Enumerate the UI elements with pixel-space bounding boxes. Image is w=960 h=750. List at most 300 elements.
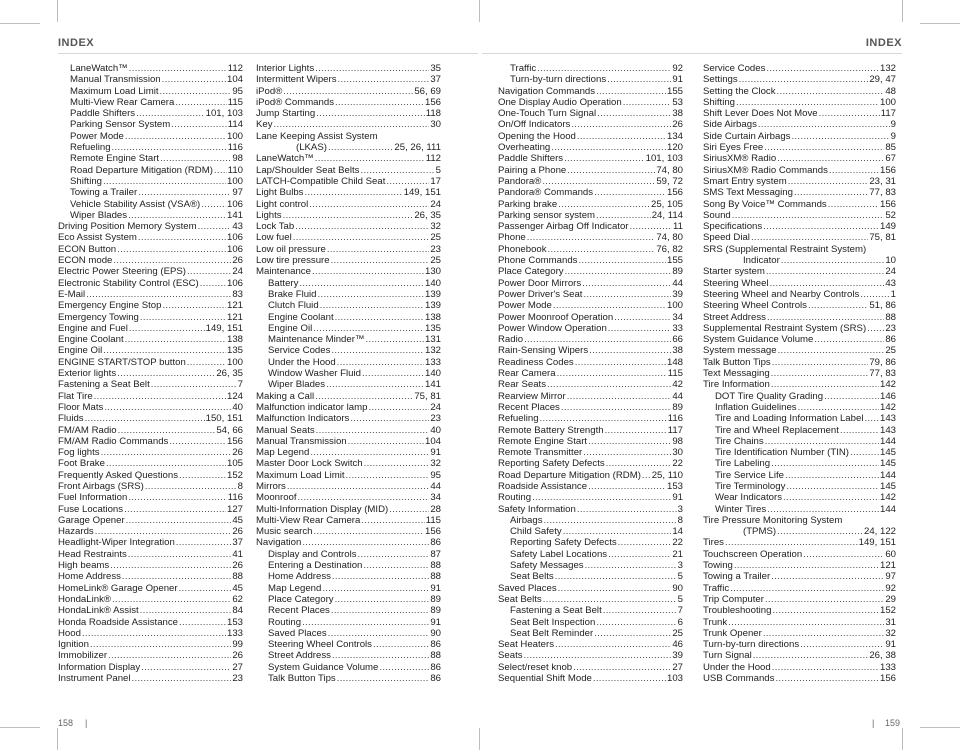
dot-leader xyxy=(553,300,666,311)
index-entry-pages: 77, 83 xyxy=(869,368,896,380)
dot-leader xyxy=(312,266,424,277)
index-entry-pages: 145 xyxy=(879,447,896,459)
dot-leader xyxy=(583,289,671,300)
index-entry-pages: 100 xyxy=(879,96,896,108)
index-entry xyxy=(256,232,441,243)
index-entry-term: Malfunction Indicators xyxy=(256,413,350,425)
index-entry-pages: 149 xyxy=(879,221,896,233)
index-entry xyxy=(498,617,683,628)
dot-leader xyxy=(582,278,671,289)
index-entry xyxy=(703,617,896,628)
index-entry-term: Phonebook xyxy=(498,243,547,255)
index-entry-pages: 98 xyxy=(672,435,683,447)
index-entry-term: Wiper Blades xyxy=(70,209,128,221)
dot-leader xyxy=(736,97,879,108)
dot-leader xyxy=(575,357,666,368)
index-entry-pages: 32 xyxy=(430,221,441,233)
index-entry-term: Music search xyxy=(256,526,313,538)
crop-mark xyxy=(479,728,480,750)
index-entry-pages: 22 xyxy=(672,458,683,470)
dot-leader xyxy=(214,165,227,176)
page-number-divider-right: | xyxy=(872,718,875,728)
dot-leader xyxy=(310,447,429,458)
index-entry-pages: 43 xyxy=(232,221,243,233)
index-entry-pages: 86 xyxy=(430,673,441,685)
index-entry-pages: 142 xyxy=(879,401,896,413)
index-entry xyxy=(256,334,441,345)
index-entry-term: Engine Oil xyxy=(268,322,313,334)
dot-leader xyxy=(819,108,880,119)
index-entry-term: Steering Wheel and Nearby Controls xyxy=(703,288,860,300)
dot-leader xyxy=(335,312,424,323)
dot-leader xyxy=(558,583,672,594)
index-entry-term: Instrument Panel xyxy=(58,673,131,685)
dot-leader xyxy=(763,221,879,232)
index-entry-term: Setting the Clock xyxy=(703,85,776,97)
index-entry-term: Steering Wheel Controls xyxy=(703,300,807,312)
dot-leader xyxy=(338,74,430,85)
dot-leader xyxy=(614,312,671,323)
index-entry-pages: 86 xyxy=(885,334,896,346)
index-entry-term: LaneWatch™ xyxy=(256,153,314,165)
index-entry-term: LATCH-Compatible Child Seat xyxy=(256,175,386,187)
index-entry xyxy=(498,537,683,548)
index-entry-term: Power Door Mirrors xyxy=(498,277,582,289)
index-entry-pages: 127 xyxy=(226,503,243,515)
index-entry-pages: 10 xyxy=(885,255,896,267)
index-entry xyxy=(58,413,243,424)
index-entry-pages: 99 xyxy=(232,639,243,651)
index-entry-pages: 135 xyxy=(226,345,243,357)
index-entry xyxy=(256,526,441,537)
index-entry-pages: 22 xyxy=(672,537,683,549)
index-entry-pages: 41 xyxy=(232,548,243,560)
index-entry xyxy=(703,379,896,390)
index-entry xyxy=(58,549,243,560)
index-entry xyxy=(256,323,441,334)
index-entry-term: Routing xyxy=(498,492,532,504)
index-entry-pages: 9 xyxy=(890,119,896,131)
index-entry-pages: 1 xyxy=(890,288,896,300)
index-entry xyxy=(498,425,683,436)
dot-leader xyxy=(778,345,885,356)
dot-leader xyxy=(777,153,884,164)
index-entry xyxy=(498,481,683,492)
index-entry-pages: 106 xyxy=(226,277,243,289)
dot-leader xyxy=(187,266,231,277)
index-entry-pages: 37 xyxy=(232,537,243,549)
dot-leader xyxy=(567,165,655,176)
index-entry xyxy=(498,549,683,560)
index-entry-term: Power Driver's Seat xyxy=(498,288,583,300)
dot-leader xyxy=(543,594,677,605)
index-column-2 xyxy=(256,63,441,684)
index-entry-term: Specifications xyxy=(703,221,763,233)
index-entry-term: Parking sensor system xyxy=(498,209,596,221)
index-entry-term: Child Safety xyxy=(510,526,562,538)
index-entry-term: Pandora® Commands xyxy=(498,187,594,199)
dot-leader xyxy=(785,470,879,481)
dot-leader xyxy=(794,187,868,198)
index-entry xyxy=(498,323,683,334)
index-entry-pages: 143 xyxy=(879,424,896,436)
dot-leader xyxy=(129,63,227,74)
crop-mark xyxy=(902,0,903,22)
index-entry-term: Low fuel xyxy=(256,232,292,244)
index-column-3 xyxy=(498,63,683,684)
index-entry xyxy=(58,210,243,221)
index-entry xyxy=(58,357,243,368)
index-entry xyxy=(703,425,896,436)
index-entry xyxy=(256,63,441,74)
index-entry xyxy=(256,560,441,571)
index-entry xyxy=(256,357,441,368)
index-entry-term: Intermittent Wipers xyxy=(256,74,337,86)
index-entry xyxy=(256,289,441,300)
page-header-right: INDEX xyxy=(865,37,902,49)
index-entry xyxy=(498,300,683,311)
index-entry-pages: 139 xyxy=(424,288,441,300)
index-entry xyxy=(58,436,243,447)
index-entry-term: Smart Entry system xyxy=(703,175,787,187)
index-entry xyxy=(58,165,243,176)
index-entry xyxy=(256,86,441,97)
dot-leader xyxy=(160,153,231,164)
index-entry xyxy=(58,526,243,537)
index-entry-pages: 66 xyxy=(672,334,683,346)
index-entry-pages: 138 xyxy=(226,334,243,346)
dot-leader xyxy=(274,119,430,130)
index-entry-pages: 59, 72 xyxy=(656,175,683,187)
index-entry-pages: 74, 80 xyxy=(656,232,683,244)
dot-leader xyxy=(315,63,429,74)
index-entry xyxy=(703,97,896,108)
dot-leader xyxy=(753,650,869,661)
index-entry xyxy=(498,210,683,221)
index-entry xyxy=(58,289,243,300)
index-entry-term: Navigation Commands xyxy=(498,85,596,97)
index-entry-term: Information Display xyxy=(58,661,141,673)
index-entry-term: Fog lights xyxy=(58,447,100,459)
index-entry xyxy=(256,119,441,130)
dot-leader xyxy=(544,515,677,526)
index-entry-pages: 24 xyxy=(430,401,441,413)
index-entry-term: SMS Text Messaging xyxy=(703,187,793,199)
index-entry-term: Tire Labeling xyxy=(715,458,771,470)
index-entry xyxy=(58,594,243,605)
dot-leader xyxy=(758,119,890,130)
index-entry-term: HondaLink® Assist xyxy=(58,605,139,617)
index-entry-pages: 145 xyxy=(879,480,896,492)
index-entry-term: Immobilizer xyxy=(58,650,108,662)
index-entry-term: Safety Information xyxy=(498,503,576,515)
index-entry xyxy=(703,413,896,424)
index-entry xyxy=(498,560,683,571)
index-entry-pages: 104 xyxy=(226,74,243,86)
index-entry-pages: 23 xyxy=(430,243,441,255)
index-entry-pages: 132 xyxy=(879,63,896,74)
index-entry-term: Power Moonroof Operation xyxy=(498,311,614,323)
index-entry-term: (TPMS) xyxy=(743,526,777,538)
index-entry-term: Front Airbags (SRS) xyxy=(58,480,144,492)
index-entry-term: Battery xyxy=(268,277,299,289)
index-entry-term: FM/AM Radio xyxy=(58,424,117,436)
index-entry-term: Towing a Trailer xyxy=(70,187,138,199)
dot-leader xyxy=(642,470,651,481)
index-entry xyxy=(703,357,896,368)
index-entry-pages: 153 xyxy=(226,616,243,628)
index-entry-pages: 26 xyxy=(672,119,683,131)
index-entry-pages: 131 xyxy=(424,334,441,346)
index-entry-term: Touchscreen Operation xyxy=(703,548,803,560)
index-entry xyxy=(498,639,683,650)
index-entry-pages: 89 xyxy=(672,401,683,413)
index-entry-term: Engine Coolant xyxy=(58,334,124,346)
index-entry-pages: 145 xyxy=(879,458,896,470)
dot-leader xyxy=(145,481,237,492)
index-entry-term: Turn Signal xyxy=(703,650,752,662)
index-entry-term: Power Mode xyxy=(498,300,552,312)
index-entry xyxy=(58,142,243,153)
index-entry-pages: 38 xyxy=(672,345,683,357)
index-entry xyxy=(498,108,683,119)
index-entry-pages: 106 xyxy=(226,243,243,255)
index-entry xyxy=(256,278,441,289)
dot-leader xyxy=(828,199,879,210)
index-entry-term: Street Address xyxy=(268,650,331,662)
index-entry-pages: 26 xyxy=(232,255,243,267)
index-entry-term: Honda Roadside Assistance xyxy=(58,616,178,628)
index-entry xyxy=(58,312,243,323)
index-entry-term: Winter Tires xyxy=(715,503,767,515)
index-entry-term: Tire Identification Number (TIN) xyxy=(715,447,849,459)
dot-leader xyxy=(328,628,430,639)
index-entry-pages: 35 xyxy=(430,63,441,74)
index-entry xyxy=(256,458,441,469)
dot-leader xyxy=(106,458,226,469)
index-entry-term: Road Departure Mitigation (RDM) xyxy=(70,164,213,176)
index-entry-term: Tire Chains xyxy=(715,435,764,447)
dot-leader xyxy=(368,402,429,413)
index-entry xyxy=(498,97,683,108)
index-entry-term: Eco Assist System xyxy=(58,232,137,244)
index-entry-pages: 74, 80 xyxy=(656,164,683,176)
index-entry-term: Maximum Load Limit xyxy=(256,469,345,481)
dot-leader xyxy=(798,402,879,413)
index-entry-term: Towing xyxy=(703,560,733,572)
dot-leader xyxy=(302,617,429,628)
index-entry-pages: 25 xyxy=(430,232,441,244)
index-entry xyxy=(58,323,243,334)
dot-leader xyxy=(389,504,429,515)
index-entry-pages: 84 xyxy=(232,605,243,617)
index-entry-pages: 132 xyxy=(424,345,441,357)
index-entry-pages: 26, 35 xyxy=(414,209,441,221)
index-entry-pages: 97 xyxy=(232,187,243,199)
index-entry xyxy=(58,232,243,243)
index-entry xyxy=(703,515,896,526)
dot-leader xyxy=(728,617,884,628)
dot-leader xyxy=(734,560,879,571)
index-entry-pages: 100 xyxy=(226,130,243,142)
index-entry-term: Seats xyxy=(498,650,523,662)
index-entry xyxy=(703,278,896,289)
index-entry-pages: 87 xyxy=(430,548,441,560)
dot-leader xyxy=(537,63,671,74)
index-entry xyxy=(58,402,243,413)
index-entry-pages: 44 xyxy=(672,277,683,289)
index-entry-term: ECON mode xyxy=(58,255,113,267)
index-entry-term: Trunk Opener xyxy=(703,627,762,639)
index-entry-term: FM/AM Radio Commands xyxy=(58,435,169,447)
crop-mark xyxy=(902,728,903,750)
index-entry-term: Shifting xyxy=(703,96,735,108)
index-entry xyxy=(498,244,683,255)
index-entry-pages: 104 xyxy=(424,435,441,447)
index-entry-pages: 34 xyxy=(672,311,683,323)
index-entry xyxy=(58,97,243,108)
index-entry-pages: 29, 47 xyxy=(869,74,896,86)
index-entry xyxy=(58,244,243,255)
index-entry xyxy=(256,639,441,650)
dot-leader xyxy=(629,221,672,232)
dot-leader xyxy=(548,244,656,255)
index-entry-pages: 60 xyxy=(885,548,896,560)
dot-leader xyxy=(315,153,425,164)
index-entry xyxy=(256,515,441,526)
dot-leader xyxy=(101,447,232,458)
index-entry-term: Power Mode xyxy=(70,130,124,142)
index-entry xyxy=(256,391,441,402)
index-entry xyxy=(256,244,441,255)
dot-leader xyxy=(763,628,884,639)
index-entry-term: Home Address xyxy=(268,571,331,583)
dot-leader xyxy=(577,131,666,142)
index-entry xyxy=(703,594,896,605)
dot-leader xyxy=(304,187,402,198)
dot-leader xyxy=(791,131,889,142)
index-entry-pages: 89 xyxy=(430,605,441,617)
index-entry xyxy=(58,278,243,289)
index-entry xyxy=(58,266,243,277)
dot-leader xyxy=(607,74,671,85)
dot-leader xyxy=(283,86,413,97)
index-entry xyxy=(58,481,243,492)
dot-leader xyxy=(781,255,885,266)
index-entry xyxy=(498,255,683,266)
index-entry xyxy=(58,108,243,119)
index-entry-term: Seat Belt Reminder xyxy=(510,627,594,639)
index-entry xyxy=(58,119,243,130)
index-entry-pages: 42 xyxy=(672,379,683,391)
dot-leader xyxy=(95,526,232,537)
index-entry-pages: 25, 105 xyxy=(650,198,683,210)
index-entry xyxy=(498,86,683,97)
index-entry-pages: 44 xyxy=(672,390,683,402)
dot-leader xyxy=(363,560,429,571)
index-entry-pages: 37 xyxy=(430,74,441,86)
dot-leader xyxy=(108,650,231,661)
index-entry-term: Master Door Lock Switch xyxy=(256,458,363,470)
index-entry xyxy=(256,537,441,548)
index-entry xyxy=(256,210,441,221)
index-entry-term: Seat Belts xyxy=(510,571,554,583)
index-entry-pages: 43 xyxy=(885,277,896,289)
index-entry-pages: 142 xyxy=(879,492,896,504)
index-entry xyxy=(498,221,683,232)
dot-leader xyxy=(299,278,424,289)
dot-leader xyxy=(603,605,677,616)
index-entry-pages: 45 xyxy=(232,582,243,594)
index-entry-term: Steering Wheel xyxy=(703,277,769,289)
index-entry-term: Select/reset knob xyxy=(498,661,573,673)
index-entry-pages: 31 xyxy=(885,616,896,628)
dot-leader xyxy=(331,255,430,266)
index-entry-term: Settings xyxy=(703,74,738,86)
index-entry xyxy=(256,470,441,481)
dot-leader xyxy=(361,515,424,526)
dot-leader xyxy=(125,334,226,345)
dot-leader xyxy=(82,628,226,639)
dot-leader xyxy=(766,266,884,277)
index-entry xyxy=(58,345,243,356)
index-entry-term: Multi-View Rear Camera xyxy=(256,514,361,526)
index-entry-pages: 153 xyxy=(666,480,683,492)
index-entry xyxy=(498,74,683,85)
index-entry-pages: 116 xyxy=(667,413,683,425)
page-number-right: 159 xyxy=(885,718,901,728)
dot-leader xyxy=(322,583,429,594)
index-entry-pages: 8 xyxy=(677,514,683,526)
dot-leader xyxy=(348,436,424,447)
crop-mark xyxy=(57,0,58,22)
dot-leader xyxy=(765,594,884,605)
index-entry-pages: 52 xyxy=(885,209,896,221)
index-entry-pages: 11 xyxy=(673,221,683,233)
index-entry-term: SRS (Supplemental Restraint System) xyxy=(703,243,867,255)
dot-leader xyxy=(386,176,429,187)
index-entry-term: Multi-View Rear Camera xyxy=(70,96,175,108)
index-entry-term: Exterior lights xyxy=(58,368,117,380)
page-number-left: 158 xyxy=(58,718,74,728)
dot-leader xyxy=(316,425,430,436)
dot-leader xyxy=(132,673,232,684)
index-entry-term: Traffic xyxy=(703,582,730,594)
dot-leader xyxy=(555,639,671,650)
index-entry-term: Pairing a Phone xyxy=(498,164,567,176)
dot-leader xyxy=(800,639,884,650)
index-entry-term: iPod® Commands xyxy=(256,96,334,108)
index-entry xyxy=(703,153,896,164)
index-entry xyxy=(498,131,683,142)
index-entry-term: (LKAS) xyxy=(296,142,327,154)
dot-leader xyxy=(593,673,666,684)
index-entry xyxy=(498,583,683,594)
index-entry-term: Lane Keeping Assist System xyxy=(256,130,378,142)
dot-leader xyxy=(788,176,869,187)
index-entry xyxy=(256,425,441,436)
index-entry xyxy=(498,571,683,582)
dot-leader xyxy=(128,210,226,221)
index-entry xyxy=(498,413,683,424)
index-entry xyxy=(256,402,441,413)
index-entry-term: Road Departure Mitigation (RDM) xyxy=(498,469,641,481)
index-entry-term: Paddle Shifters xyxy=(498,153,564,165)
index-entry xyxy=(58,221,243,232)
index-entry xyxy=(703,458,896,469)
index-entry xyxy=(58,199,243,210)
dot-leader xyxy=(112,142,227,153)
